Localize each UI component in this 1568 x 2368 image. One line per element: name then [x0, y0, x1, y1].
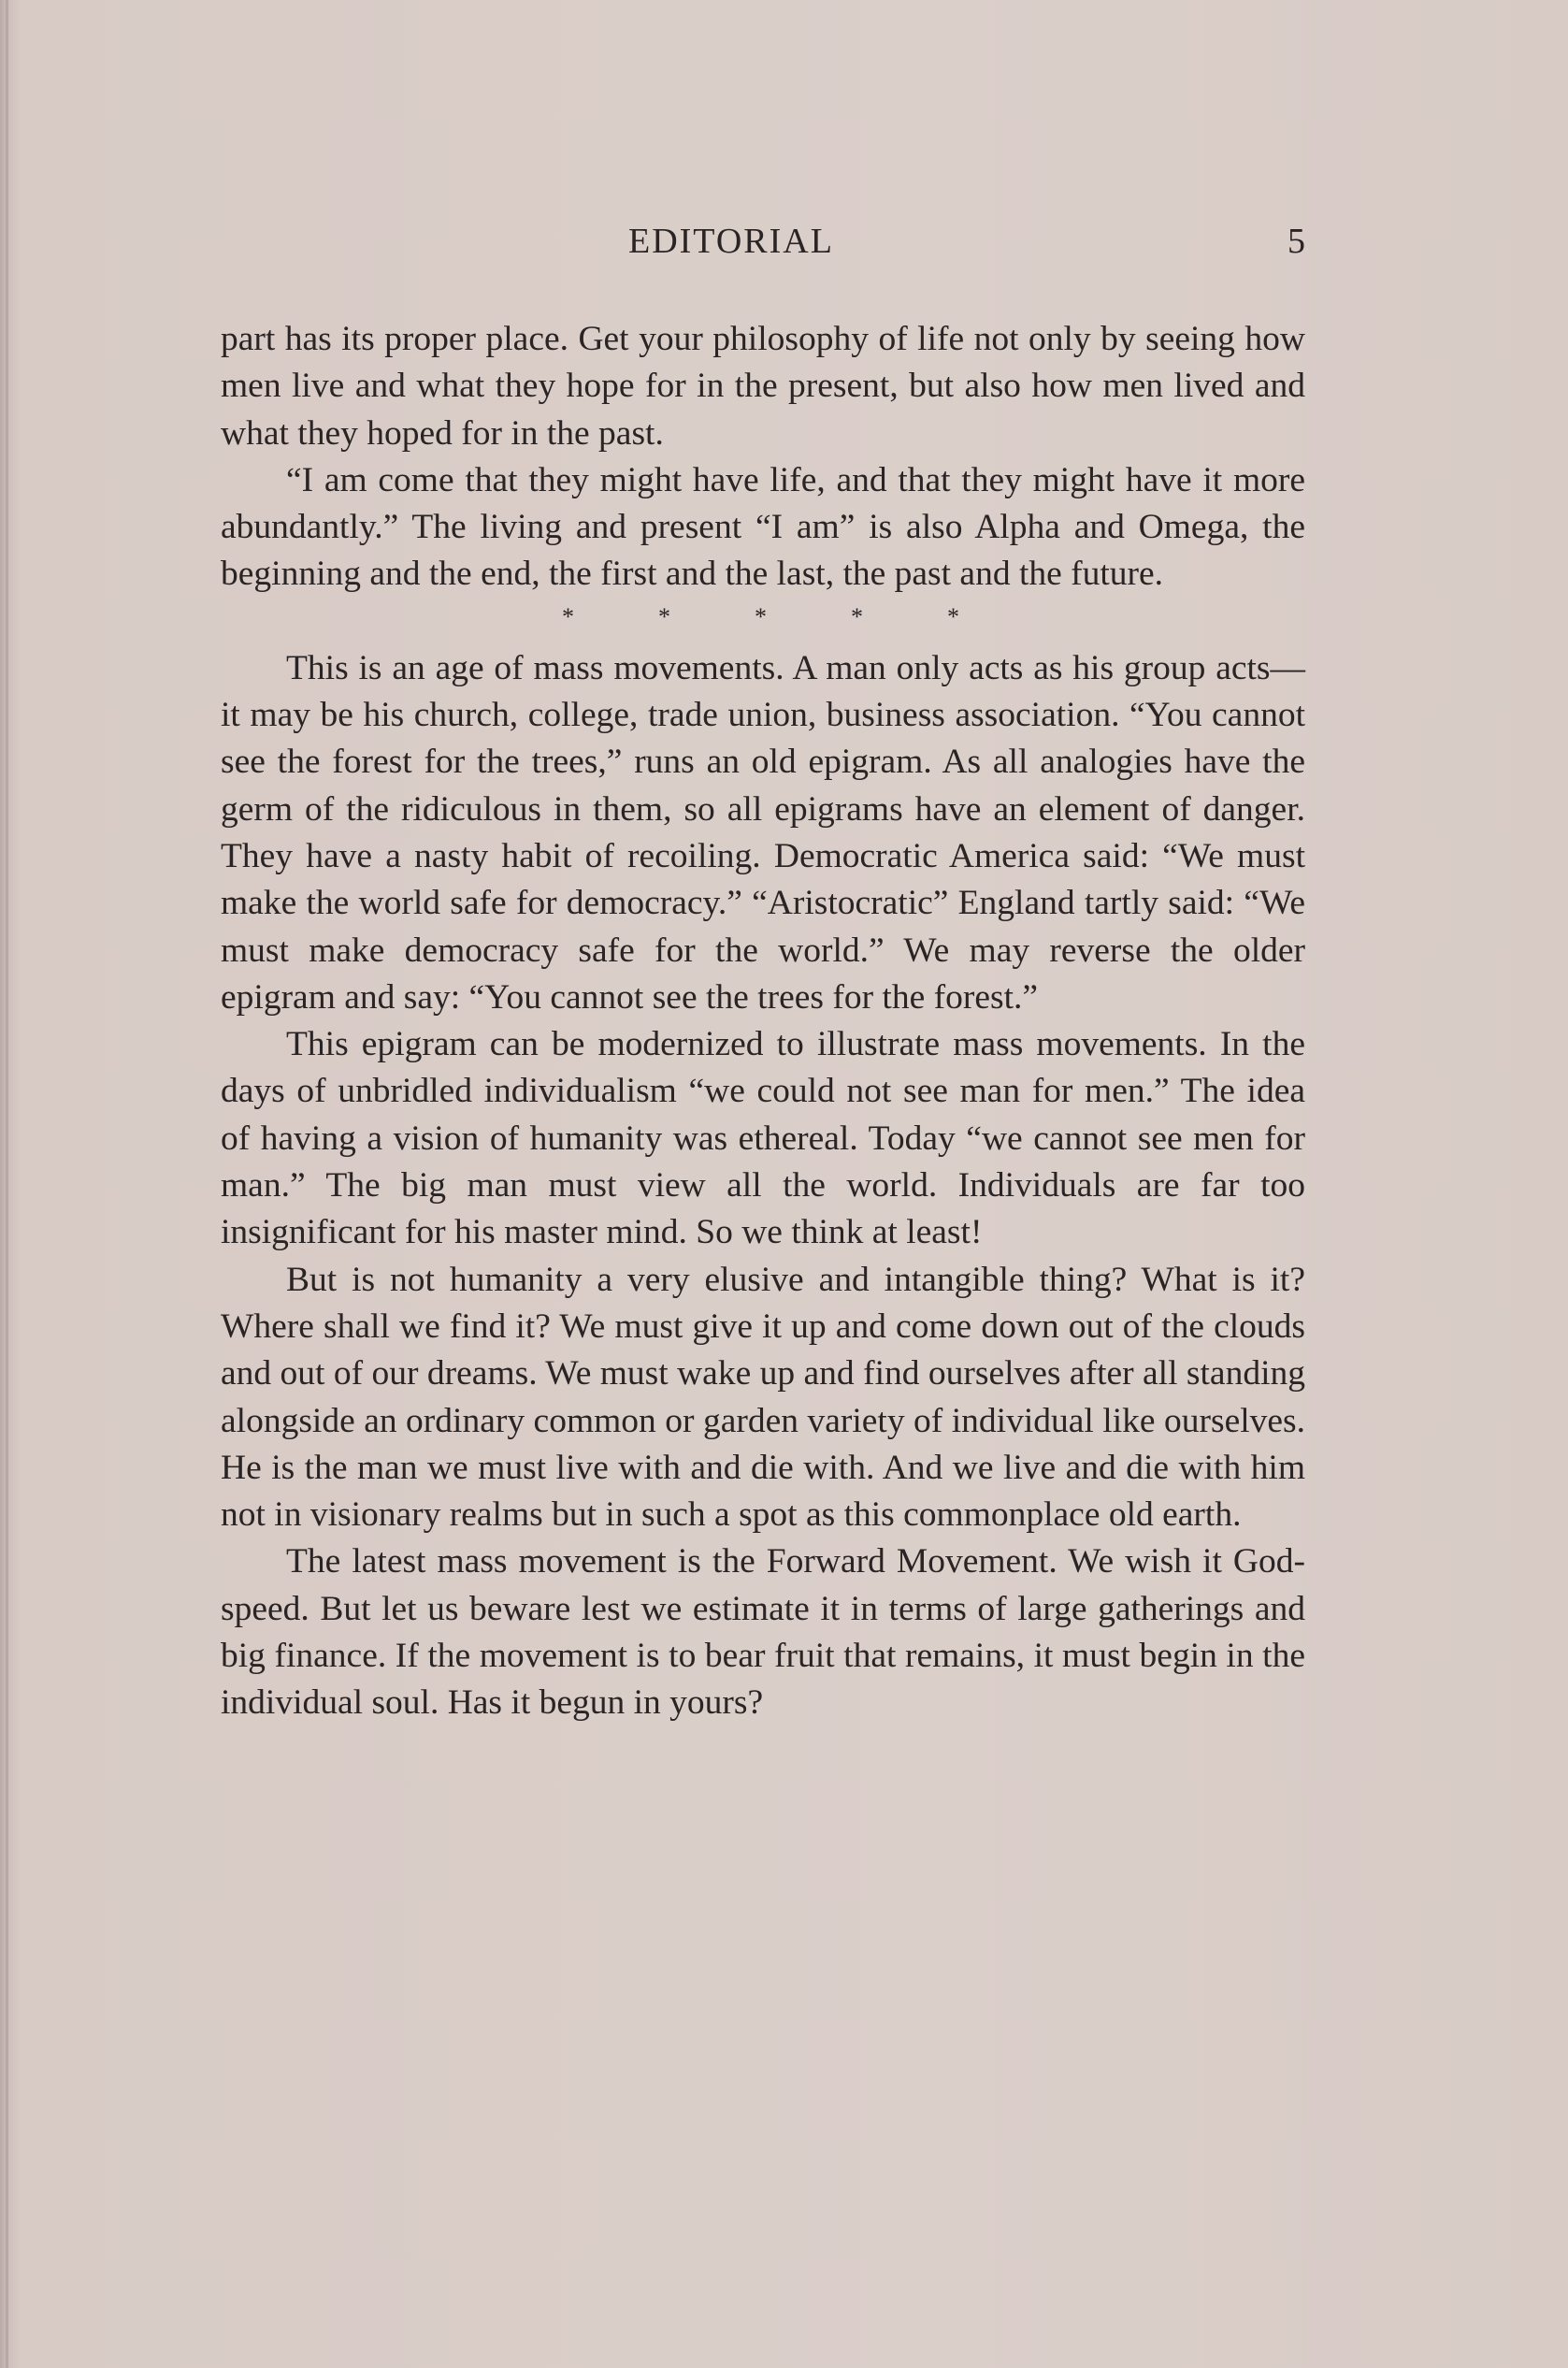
page-number: 5 [1287, 222, 1305, 261]
header-title: EDITORIAL [628, 222, 834, 261]
separator-star: * [851, 602, 863, 630]
paragraph: part has its proper place. Get your philosophy of life not only by seeing how men live and what they hope for in the present, but also how men lived and what they hoped for in the past. [221, 320, 1305, 453]
section-separator [562, 599, 959, 645]
page-spine-shadow [6, 0, 8, 2368]
paragraph: But is not humanity a very elusive and intangible thing? What is it? Where shall we find it? We must give it up and come down out of the clouds and out of our dreams. We must wake up and find ourselves after all standing alongside an ordinary common or garden variety of individual like ourselves. He is the man we must live with and die with. And we live and die with him not in visionary realms but in such a spot as this commonplace old earth. [221, 1260, 1305, 1535]
separator-star: * [755, 602, 767, 630]
running-header [221, 221, 1305, 267]
separator-star: * [658, 602, 670, 630]
separator-star: * [947, 602, 959, 630]
paragraph: “I am come that they might have life, and that they might have it more abundantly.” The living and present “I am” is also Alpha and Omega, the beginning and the end, the first and the last, the past and the future. [221, 460, 1305, 594]
paragraph: This is an age of mass movements. A man only acts as his group acts—it may be his church, college, trade union, business association. “You cannot see the forest for the trees,” runs an old epigram. As all analogies have the germ of the ridiculous in them, so all epigrams have an element of danger. They have a nasty habit of recoiling. Democratic America said: “We must make the world safe for democracy.” “Aristocratic” England tartly said: “We must make democracy safe for the world.” We may reverse the older epigram and say: “You cannot see the trees for the forest.” [221, 648, 1305, 1017]
body-text [221, 316, 1305, 1727]
paragraph: This epigram can be modernized to illustrate mass movements. In the days of unbridled individualism “we could not see man for men.” The idea of having a vision of humanity was ethereal. Today “we cannot see men for man.” The big man must view all the world. Individuals are far too insignificant for his master mind. So we think at least! [221, 1025, 1305, 1252]
separator-star: * [562, 602, 574, 630]
paragraph: The latest mass movement is the Forward Movement. We wish it God-speed. But let us beware lest we estimate it in terms of large gatherings and big finance. If the movement is to bear fruit that remains, it must begin in the individual soul. Has it begun in yours? [221, 1542, 1305, 1723]
